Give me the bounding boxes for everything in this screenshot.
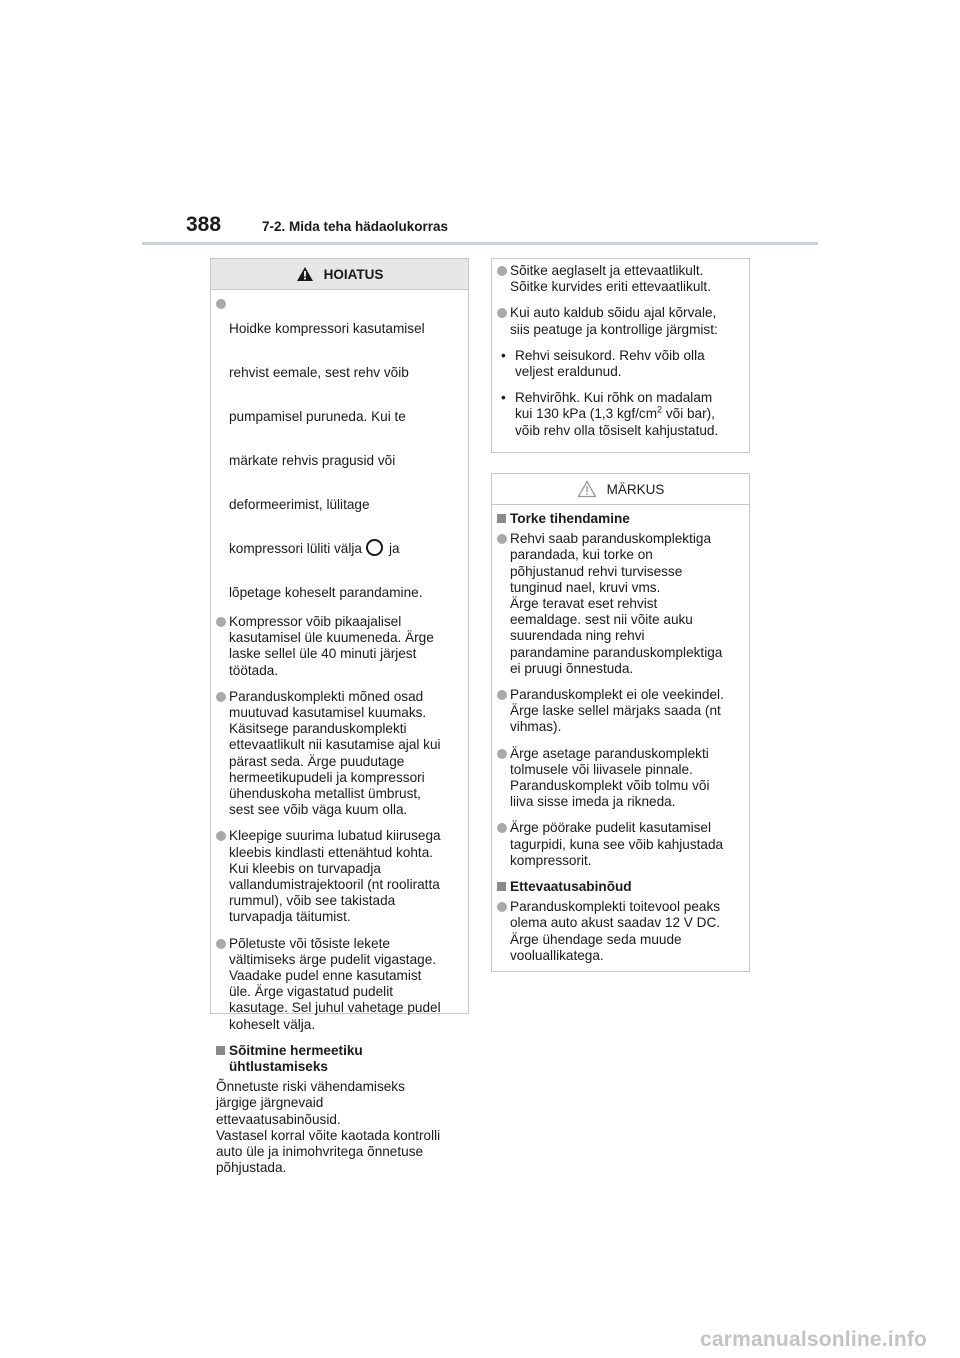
- bullet-dot: [497, 534, 507, 544]
- continued-dash-tire-pressure: • Rehvirõhk. Kui rõhk on madalam kui 130 kPa (1,3 kgf/$cm^2$ või bar), võib rehv olla tõsiselt kahjustatud.: [501, 390, 719, 438]
- square-bullet: [497, 882, 506, 891]
- warning-item-speed-sticker: Kleepige suurima lubatud kiirusega kleebis kindlasti ettenähtud kohta. Kui kleebis on turvapadja vallandumistrajektooril (nt rooliratta rummul), võib see takistada turvapadja täitumist.: [216, 828, 458, 925]
- notice-item-power: Paranduskomplekti toitevool peaks olema auto akust saadav 12 V DC. Ärge ühendage seda muude vooluallikatega.: [497, 899, 739, 964]
- bullet-dot: [497, 690, 507, 700]
- notice-item-puncture: Rehvi saab paranduskomplektiga parandada, kui torke on põhjustanud rehvi turvisesse tunginud nael, kruvi vms. Ärge teravat eset rehvist eemaldage. sest nii võite auku suurendada ning rehvi parandamine paranduskomplektiga ei pruugi õnnestuda.: [497, 531, 739, 677]
- section-title: 7-2. Mida teha hädaolukorras: [262, 219, 449, 234]
- notice-subhead-puncture: Torke tihendamine: [497, 511, 739, 527]
- warning-item-bottle: Põletuste või tõsiste lekete vältimiseks ärge pudelit vigastage. Vaadake pudel enne kasutamist üle. Ärge vigastatud pudelit kasutage. Sel juhul vahetage pudel koheselt välja.: [216, 936, 458, 1033]
- bullet-dot: [216, 939, 226, 949]
- warning-box: [210, 258, 469, 1176]
- bullet-dot: [497, 308, 507, 318]
- square-bullet: [497, 514, 506, 523]
- bullet-dot: [216, 692, 226, 702]
- notice-item-dust: Ärge asetage paranduskomplekti tolmusele või liivasele pinnale. Paranduskomplekt võib tolmu või liiva sisse imeda ja rikneda.: [497, 746, 739, 811]
- notice-title: MÄRKUS: [606, 481, 665, 497]
- notice-box-header: [492, 474, 749, 505]
- bullet-dot: [216, 617, 226, 627]
- warning-item-overheat: Kompressor võib pikaajalisel kasutamisel üle kuumeneda. Ärge laske sellel üle 40 minuti järjest töötada.: [216, 614, 458, 679]
- notice-item-waterproof: Paranduskomplekt ei ole veekindel. Ärge laske sellel märjaks saada (nt vihmas).: [497, 687, 739, 736]
- bullet-dot: [216, 299, 226, 309]
- warning-item-compressor: Hoidke kompressori kasutamisel rehvist eemale, sest rehv võib pumpamisel puruneda. Kui te märkate rehvis pragusid või deformeerimist, lülitage kompressori lüliti välja ja lõpetage koheselt parandamine.: [216, 296, 458, 604]
- warning-title: HOIATUS: [323, 266, 384, 282]
- warning-triangle-icon: [296, 266, 314, 282]
- header-rule: [142, 242, 818, 245]
- bullet-dot: [497, 902, 507, 912]
- watermark: carmanualsonline.info: [700, 1328, 928, 1351]
- power-off-circle-icon: [366, 539, 383, 556]
- continued-dash-tire-condition: • Rehvi seisukord. Rehv võib olla veljest eraldunud.: [501, 347, 705, 380]
- bullet-dot: [497, 266, 507, 276]
- bullet-dot: [497, 749, 507, 759]
- bullet-dot: [497, 823, 507, 833]
- notice-box: [491, 473, 750, 972]
- bullet-dot: [216, 831, 226, 841]
- continued-item-pull-aside: Kui auto kaldub sõidu ajal kõrvale, siis peatuge ja kontrollige järgmist:: [497, 305, 739, 337]
- warning-box-header: [211, 259, 468, 290]
- continued-item-drive-slowly: Sõitke aeglaselt ja ettevaatlikult. Sõitke kurvides eriti ettevaatlikult.: [497, 263, 739, 295]
- notice-item-upside-down: Ärge pöörake pudelit kasutamisel tagurpidi, kuna see võib kahjustada kompressorit.: [497, 820, 739, 869]
- notice-subhead-precautions: Ettevaatusabinõud: [497, 879, 739, 895]
- warning-item-hot-parts: Paranduskomplekti mõned osad muutuvad kasutamisel kuumaks. Käsitsege paranduskomplekti ettevaatlikult nii kasutamise ajal kui pärast seda. Ärge puudutage hermeetikupudeli ja kompressori ühenduskoha metallist ümbrust, sest see võib väga kuum olla.: [216, 689, 458, 819]
- warning-paragraph: Õnnetuste riski vähendamiseks järgige järgnevaid ettevaatusabinõusid. Vastasel korral võite kaotada kontrolli auto üle ja inimohvritega õnnetuse põhjustada.: [216, 1079, 441, 1176]
- warning-triangle-outline-icon: [577, 480, 597, 498]
- warning-continued-box: [491, 258, 750, 453]
- page-number: 388: [186, 213, 222, 236]
- warning-subhead: Sõitmine hermeetiku ühtlustamiseks: [216, 1043, 458, 1075]
- square-bullet: [216, 1046, 225, 1055]
